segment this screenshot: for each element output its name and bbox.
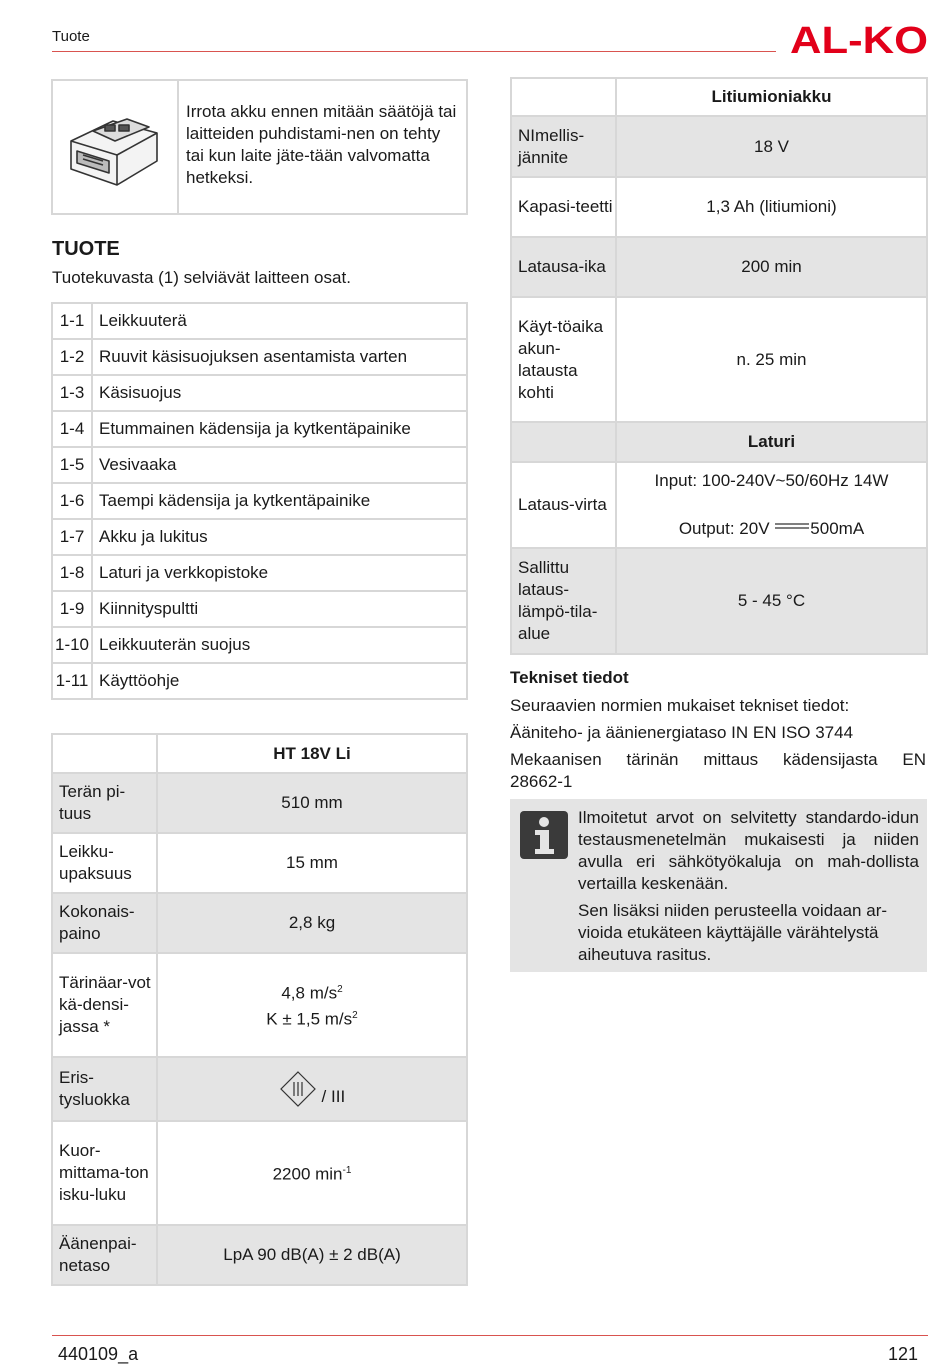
table-row [52,833,467,893]
spec-value: n. 25 min [616,297,927,422]
spec-label: Äänenpai-netaso [52,1225,157,1285]
technical-line: Ääniteho- ja äänienergiataso IN EN ISO 3744 [510,723,854,742]
spec-value [157,1121,467,1225]
part-label: Leikkuuterän suojus [92,627,467,663]
spec-label: Kuor-mittama-ton isku-luku [52,1121,157,1225]
part-number: 1-6 [52,483,92,519]
part-label: Laturi ja verkkopistoke [92,555,467,591]
info-icon [520,811,568,859]
svg-text:AL-KO: AL-KO [790,22,928,56]
table-header-row [511,422,927,462]
spec-label: Sallittu lataus-lämpö-tila-alue [511,548,616,654]
spec-value [157,1057,467,1121]
spec-value: 5 - 45 °C [616,548,927,654]
charger-heading: Laturi [616,422,927,462]
part-label: Taempi kädensija ja kytkentäpainike [92,483,467,519]
spec-label: Tärinäar-vot kä-densi-jassa * [52,953,157,1057]
section-title: Tuote [52,28,90,45]
technical-line: 28662-1 [510,772,573,791]
spec-label: Eris-tysluokka [52,1057,157,1121]
unit-superscript: 2 [352,1010,358,1021]
battery-pack-icon [53,81,179,213]
stroke-rate-value: 2200 min [272,1164,343,1184]
page-number: 121 [887,1344,918,1364]
charger-input: Input: 100-240V~50/60Hz 14W [654,471,889,490]
part-label: Vesivaaka [92,447,467,483]
header-rule [52,51,776,52]
table-row [52,773,467,833]
spec-label: NImellis-jännite [511,116,616,177]
vibration-value: 4,8 m/s [281,984,338,1003]
part-number: 1-5 [52,447,92,483]
spec-label: Käyt-töaika akun-latausta kohti [511,297,616,422]
spec-value: 200 min [616,237,927,297]
spec-label: Latausa-ika [511,237,616,297]
table-row [52,447,467,483]
table-header-row [52,734,467,773]
part-label: Leikkuuterä [92,303,467,339]
unit-superscript: -1 [342,1165,352,1177]
spec-value: 1,3 Ah (litiumioni) [616,177,927,237]
spec-value [157,953,467,1057]
info-box [510,799,927,972]
part-number: 1-11 [52,663,92,699]
table-row [52,1057,467,1121]
spec-label: Kapasi-teetti [511,177,616,237]
parts-table [51,302,468,700]
info-text: Sen lisäksi niiden perusteella voidaan ar-vioida etukäteen käyttäjälle värähtelystä aiheutuva rasitus. [578,901,888,964]
spec-label: Lataus-virta [511,462,616,548]
table-row [52,591,467,627]
table-row [52,1225,467,1285]
part-label: Käsisuojus [92,375,467,411]
uncertainty-value: K ± 1,5 m/s [266,1009,353,1029]
table-header-row [511,78,927,116]
direct-current-icon [774,521,810,531]
technical-heading: Tekniset tiedot [510,668,629,687]
part-number: 1-8 [52,555,92,591]
table-row [52,375,467,411]
protection-class-value: / III [321,1087,346,1106]
table-row [52,339,467,375]
warning-text: Irrota akku ennen mitään säätöjä tai laitteiden puhdistami-nen on tehty tai kun laite jäte-tään valvomatta hetkeksi. [186,102,457,187]
part-label: Kiinnityspultti [92,591,467,627]
spec-label: Leikku-upaksuus [52,833,157,893]
part-number: 1-4 [52,411,92,447]
table-row [52,555,467,591]
part-label: Käyttöohje [92,663,467,699]
table-row [52,1121,467,1225]
part-label: Akku ja lukitus [92,519,467,555]
spec-label: Terän pi-tuus [52,773,157,833]
protection-class-icon [279,1070,317,1108]
technical-line: Seuraavien normien mukaiset tekniset tiedot: [510,696,850,715]
table-row [511,297,927,422]
spec-label: Kokonais-paino [52,893,157,953]
footer-rule [52,1335,928,1336]
table-row [511,116,927,177]
table-row [52,303,467,339]
charger-output [617,518,926,540]
document-id: 440109_a [58,1344,139,1364]
spec-value [616,462,927,548]
info-text: Ilmoitetut arvot on selvitetty standardo-idun testausmenetelmän mukaisesti ja niiden avulla eri sähkötyökaluja on mah-dollista vertailla keskenään. [578,808,919,893]
section-intro: Tuotekuvasta (1) selviävät laitteen osat. [52,268,351,287]
table-row [511,462,927,548]
output-current: 500mA [810,519,865,538]
part-number: 1-7 [52,519,92,555]
part-label: Ruuvit käsisuojuksen asentamista varten [92,339,467,375]
table-row [511,548,927,654]
technical-line: Mekaanisen tärinän mittaus kädensijasta EN [510,750,926,769]
part-number: 1-1 [52,303,92,339]
model-name: HT 18V Li [157,734,467,773]
part-number: 1-9 [52,591,92,627]
table-row [52,893,467,953]
spec-value: 18 V [616,116,927,177]
spec-value: LpA 90 dB(A) ± 2 dB(A) [157,1225,467,1285]
spec-value: 15 mm [157,833,467,893]
table-row [52,663,467,699]
part-label: Etummainen kädensija ja kytkentäpainike [92,411,467,447]
table-row [52,483,467,519]
spec-value: 510 mm [157,773,467,833]
table-row [52,519,467,555]
table-row [52,627,467,663]
battery-spec-table [510,77,928,655]
brand-logo [790,22,928,56]
spec-value: 2,8 kg [157,893,467,953]
part-number: 1-2 [52,339,92,375]
device-spec-table [51,733,468,1286]
part-number: 1-10 [52,627,92,663]
table-row [52,411,467,447]
table-row [511,177,927,237]
output-voltage: Output: 20V [678,519,770,538]
warning-box [51,79,468,215]
table-row [52,953,467,1057]
table-row [511,237,927,297]
section-heading: TUOTE [52,238,120,260]
unit-superscript: 2 [337,984,343,996]
battery-heading: Litiumioniakku [616,78,927,116]
part-number: 1-3 [52,375,92,411]
